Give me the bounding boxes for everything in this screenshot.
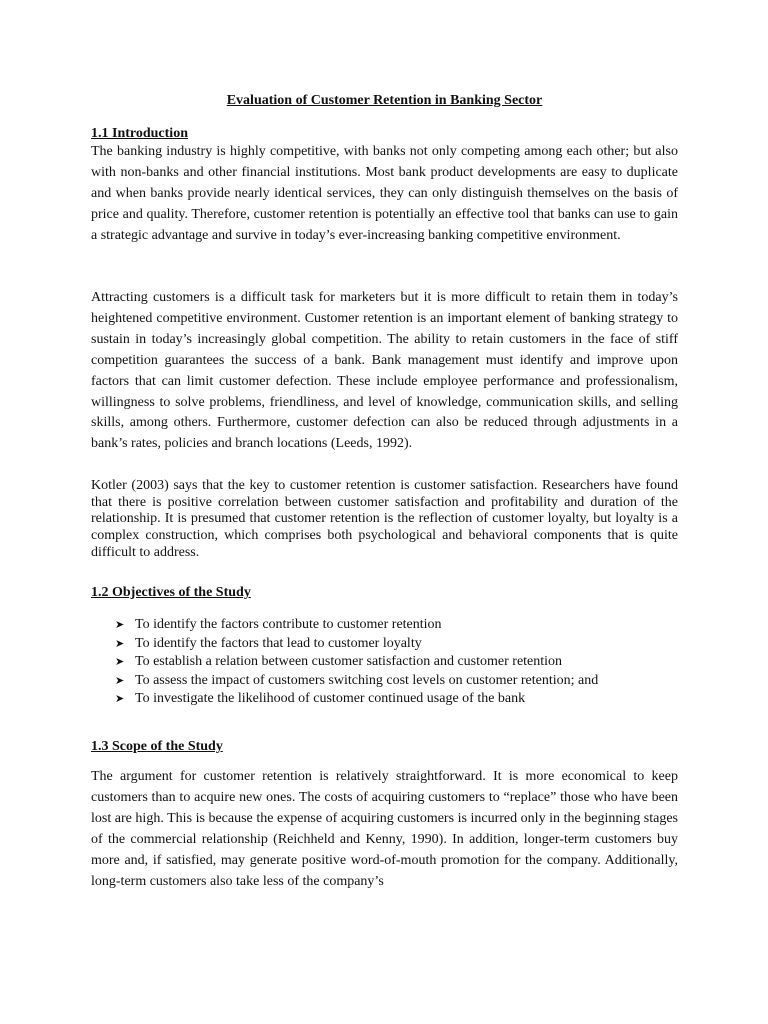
list-item — [115, 672, 598, 691]
intro-paragraph-3: Kotler (2003) says that the key to customer retention is customer satisfaction. Researchers have found that there is positive correlation between customer satisfaction and profitability and duration of the relationship. It is presumed that customer retention is the reflection of customer loyalty, but loyalty is a complex construction, which comprises both psychological and behavioral components that is quite difficult to address. — [91, 478, 678, 560]
arrowhead-bullet-icon: ➤ — [115, 656, 125, 668]
list-item — [115, 690, 598, 709]
list-item — [115, 635, 598, 654]
objective-text: To investigate the likelihood of customer continued usage of the bank — [135, 691, 526, 706]
intro-paragraph-2: Attracting customers is a difficult task for marketers but it is more difficult to retain them in today’s heightened competitive environment. Customer retention is an important element of banking strategy to sustain in today’s increasingly global competition. The ability to retain customers in the face of stiff competition guarantees the success of a bank. Bank management must identify and improve upon factors that can limit customer defection. These include employee performance and professionalism, willingness to solve problems, friendliness, and level of knowledge, communication skills, and selling skills, among others. Furthermore, customer defection can also be reduced through adjustments in a bank’s rates, policies and branch locations (Leeds, 1992). — [91, 290, 678, 452]
section-heading-objectives: 1.2 Objectives of the Study — [91, 585, 251, 600]
list-item — [115, 616, 598, 635]
arrowhead-bullet-icon: ➤ — [115, 693, 125, 705]
objective-text: To establish a relation between customer satisfaction and customer retention — [135, 654, 563, 669]
list-item — [115, 653, 598, 672]
objective-text: To assess the impact of customers switching cost levels on customer retention; and — [135, 672, 599, 688]
objective-text: To identify the factors that lead to customer loyalty — [135, 635, 422, 651]
section-heading-scope: 1.3 Scope of the Study — [91, 739, 223, 754]
document-title: Evaluation of Customer Retention in Banking Sector — [226, 93, 543, 108]
scope-paragraph-1: The argument for customer retention is relatively straightforward. It is more economical to keep customers than to acquire new ones. The costs of acquiring customers to “replace” those who have been lost are high. This is because the expense of acquiring customers is incurred only in the beginning stages of the commercial relationship (Reichheld and Kenny, 1990). In addition, longer-term customers buy more and, if satisfied, may generate positive word-of-mouth promotion for the company. Additionally, long-term customers also take less of the company’s — [91, 769, 678, 889]
arrowhead-bullet-icon: ➤ — [115, 637, 125, 650]
intro-paragraph-1: The banking industry is highly competitive, with banks not only competing among each other; but also with non-banks and other financial institutions. Most bank product developments are easy to duplicate and when banks provide nearly identical services, they can only distinguish themselves on the basis of price and quality. Therefore, customer retention is potentially an effective tool that banks can use to gain a strategic advantage and survive in today’s ever-increasing banking competitive environment. — [91, 144, 678, 243]
arrowhead-bullet-icon: ➤ — [115, 619, 125, 631]
arrowhead-bullet-icon: ➤ — [115, 674, 125, 687]
objectives-list — [115, 616, 598, 709]
objective-text: To identify the factors contribute to customer retention — [135, 617, 442, 632]
section-heading-introduction: 1.1 Introduction — [91, 126, 188, 141]
